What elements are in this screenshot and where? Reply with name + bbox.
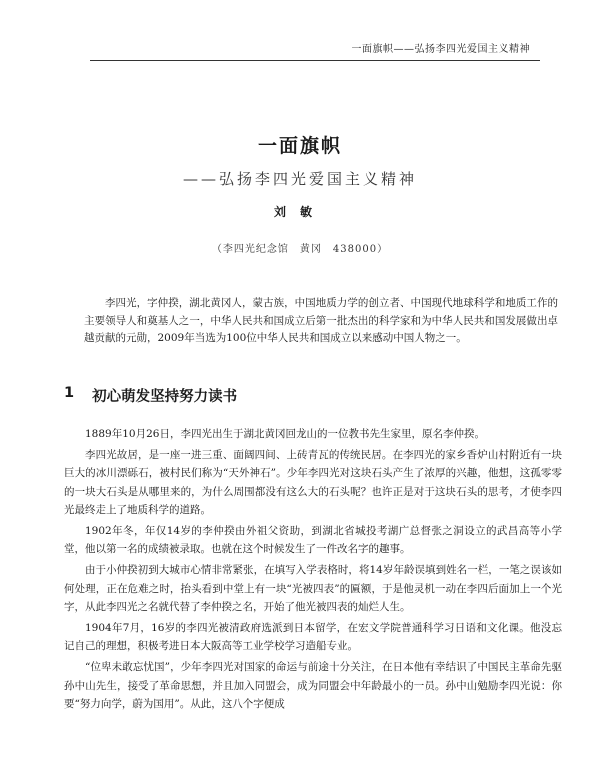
section-title: 初心萌发坚持努力读书 xyxy=(92,389,238,405)
section-number: 1 xyxy=(64,385,75,401)
paragraph: “位卑未敢忘忧国”，少年李四光对国家的命运与前途十分关注，在日本他有幸结识了中国民主革命先驱孙中山先生，接受了革命思想，并且加入同盟会，成为同盟会中年龄最小的一员。孙中山勉励李四光说：你要“努力向学，蔚为国用”。从此，这八个字便成 xyxy=(64,661,562,710)
paragraph: 1889年10月26日，李四光出生于湖北黄冈回龙山的一位教书先生家里，原名李仲揆。 xyxy=(85,428,485,440)
abstract: 李四光，字仲揆，湖北黄冈人，蒙古族，中国地质力学的创立者、中国现代地球科学和地质工作的主要领导人和奠基人之一，中华人民共和国成立后第一批杰出的科学家和为中华人民共和国发展做出卓越贡献的元勋，2009年当选为100位中华人民共和国成立以来感动中国人物之一。 xyxy=(84,297,558,344)
paragraph: 1904年7月，16岁的李四光被清政府选派到日本留学，在宏文学院普通科学习日语和文化课。他没忘记自己的理想，积极考进日本大阪高等工业学校学习造船专业。 xyxy=(64,622,562,653)
paragraph: 李四光故居，是一座一进三重、面阔四间、上砖青瓦的传统民居。在李四光的家乡香炉山村附近有一块巨大的冰川漂砾石，被村民们称为“天外神石”。少年李四光对这块石头产生了浓厚的兴趣，他想，这孤零零的一块大石头是从哪里来的，为什么周围都没有这么大的石头呢？也许正是对于这块石头的思考，才使李四光最终走上了地质科学的道路。 xyxy=(64,449,562,516)
paragraph: 1902年冬，年仅14岁的李仲揆由外祖父资助，到湖北省城投考湖广总督张之洞设立的武昌高等小学堂，他以第一名的成绩被录取。也就在这个时候发生了一件改名字的趣事。 xyxy=(64,525,562,556)
author-name: 刘敏 xyxy=(273,205,326,219)
article-subtitle: ——弘扬李四光爱国主义精神 xyxy=(182,170,417,188)
header-rule xyxy=(90,60,540,61)
running-header: 一面旗帜——弘扬李四光爱国主义精神 xyxy=(351,44,530,55)
section-heading xyxy=(64,385,237,406)
paragraph: 由于小仲揆初到大城市心情非常紧张，在填写入学表格时，将14岁年龄误填到姓名一栏，一笔之误该如何处理，正在危难之时，抬头看到中堂上有一块“光被四表”的匾额，于是他灵机一动在李四后面加上一个光字，从此李四光之名就代替了李仲揆之名，开始了他光被四表的灿烂人生。 xyxy=(64,564,562,613)
author-affiliation: （李四光纪念馆 黄冈 438000） xyxy=(211,244,389,255)
article-title: 一面旗帜 xyxy=(257,135,342,157)
body-text xyxy=(64,425,562,716)
